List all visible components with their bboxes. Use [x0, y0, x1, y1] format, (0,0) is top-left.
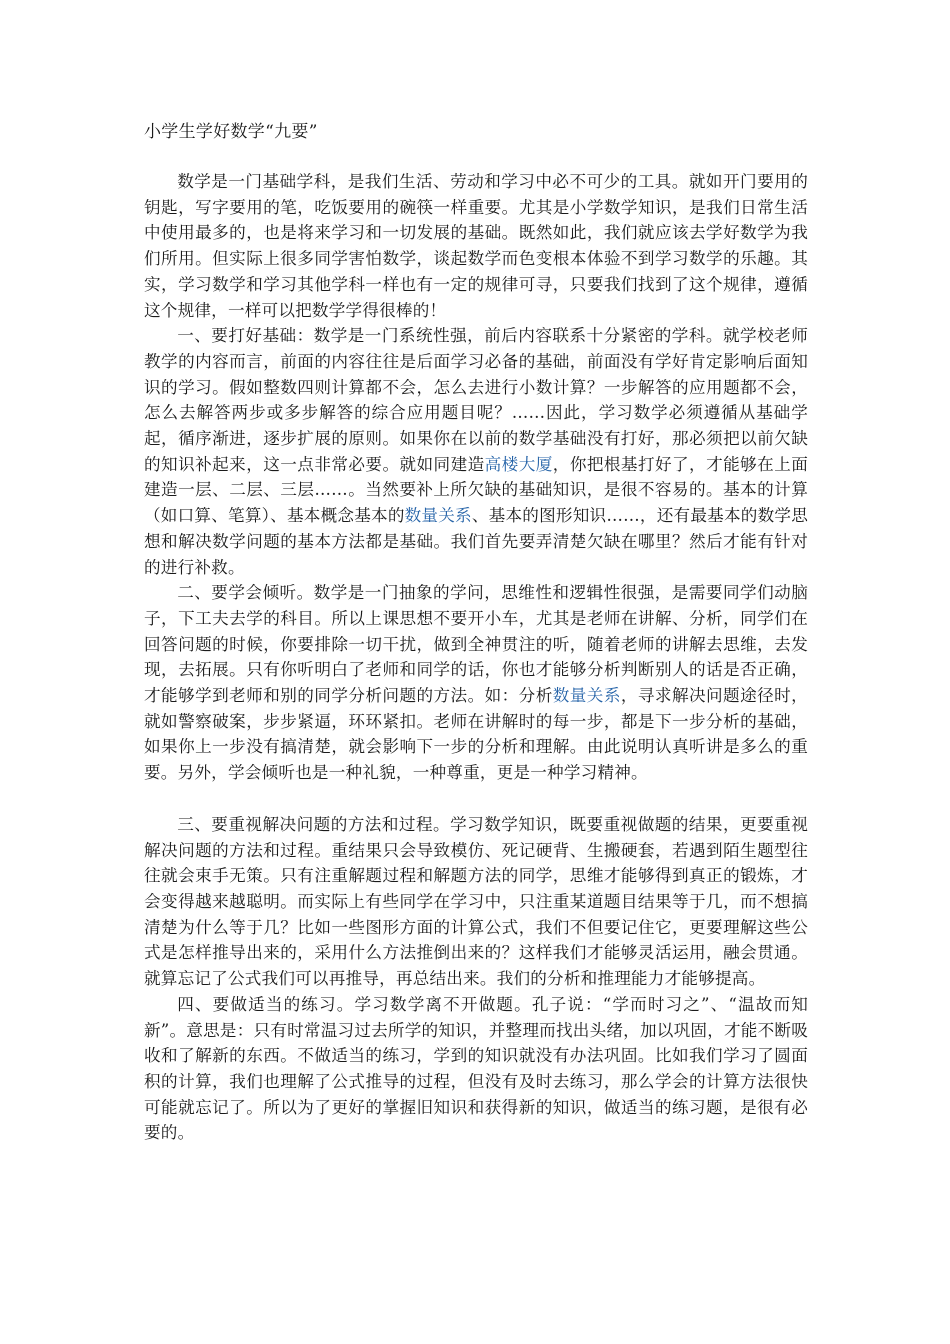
section-2-text-b: ，寻求解决问题途径时，就如警察破案，步步紧逼，环环紧扣。老师在讲解时的每一步，都是下一步分析的基础，如果你上一步没有搞清楚，就会影响下一步的分析和理解。由此说明认真听讲是多么的重要。另外，学会倾听也是一种礼貌，一种尊重，更是一种学习精神。: [144, 686, 808, 783]
section-1-text-a: 一、要打好基础：数学是一门系统性强，前后内容联系十分紧密的学科。就学校老师教学的内容而言，前面的内容往往是后面学习必备的基础，前面没有学好肯定影响后面知识的学习。假如整数四则计算都不会，怎么去进行小数计算？一步解答的应用题都不会，怎么去解答两步或多步解答的综合应用题目呢？……因此，学习数学必须遵循从基础学起，循序渐进，逐步扩展的原则。如果你在以前的数学基础没有打好，那必须把以前欠缺的知识补起来，这一点非常必要。就如同建造: [144, 326, 808, 474]
link-quantity-relation[interactable]: 数量关系: [404, 506, 472, 526]
section-3-paragraph: 三、要重视解决问题的方法和过程。学习数学知识，既要重视做题的结果，更要重视解决问题的方法和过程。重结果只会导致模仿、死记硬背、生搬硬套，若遇到陌生题型往往就会束手无策。只有注重解题过程和解题方法的同学，思维才能够得到真正的锻炼，才会变得越来越聪明。而实际上有些同学在学习中，只注重某道题目结果等于几，而不想搞清楚为什么等于几？比如一些图形方面的计算公式，我们不但要记住它，更要理解这些公式是怎样推导出来的，采用什么方法推倒出来的？这样我们才能够灵活运用，融会贯通。就算忘记了公式我们可以再推导，再总结出来。我们的分析和推理能力才能够提高。: [144, 814, 808, 989]
intro-paragraph: 数学是一门基础学科，是我们生活、劳动和学习中必不可少的工具。就如开门要用的钥匙，写字要用的笔，吃饭要用的碗筷一样重要。尤其是小学数学知识，是我们日常生活中使用最多的，也是将来学习和一切发展的基础。既然如此，我们就应该去学好数学为我们所用。但实际上很多同学害怕数学，谈起数学而色变根本体验不到学习数学的乐趣。其实，学习数学和学习其他学科一样也有一定的规律可寻，只要我们找到了这个规律，遵循这个规律，一样可以把数学学得很棒的！: [144, 172, 808, 320]
document-title: 小学生学好数学“九要”: [144, 122, 318, 142]
section-1-text-b: ，你把根基打好了，才能够在上面建造一层、二层、三层……。当然要补上所欠缺的基础知识，是很不容易的。基本的计算（如口算、笔算）、基本概念基本的: [144, 454, 809, 526]
section-2-text-a: 二、要学会倾听。数学是一门抽象的学问，思维性和逻辑性很强，是需要同学们动脑子，下工夫去学的科目。所以上课思想不要开小车，尤其是老师在讲解、分析，同学们在回答问题的时候，你要排除一切干扰，做到全神贯注的听，随着老师的讲解去思维，去发现，去拓展。只有你听明白了老师和同学的话，你也才能够分析判断别人的话是否正确，才能够学到老师和别的同学分析问题的方法。如：分析: [144, 583, 808, 706]
section-4-paragraph: 四、要做适当的练习。学习数学离不开做题。孔子说：“学而时习之”、“温故而知新”。意思是：只有时常温习过去所学的知识，并整理而找出头绪，加以巩固，才能不断吸收和了解新的东西。不做适当的练习，学到的知识就没有办法巩固。比如我们学习了圆面积的计算，我们也理解了公式推导的过程，但没有及时去练习，那么学会的计算方法很快可能就忘记了。所以为了更好的掌握旧知识和获得新的知识，做适当的练习题，是很有必要的。: [144, 994, 808, 1143]
section-2-paragraph: [144, 580, 808, 786]
link-quantity-relation-2[interactable]: 数量关系: [552, 686, 621, 706]
section-1-paragraph: [144, 323, 808, 580]
section-1-text-c: 、基本的图形知识……，还有最基本的数学思想和解决数学问题的基本方法都是基础。我们首先要弄清楚欠缺在哪里？然后才能有针对的进行补救。: [144, 506, 808, 577]
link-high-rise-building[interactable]: 高楼大厦: [484, 454, 553, 474]
document-page: [144, 120, 808, 1146]
